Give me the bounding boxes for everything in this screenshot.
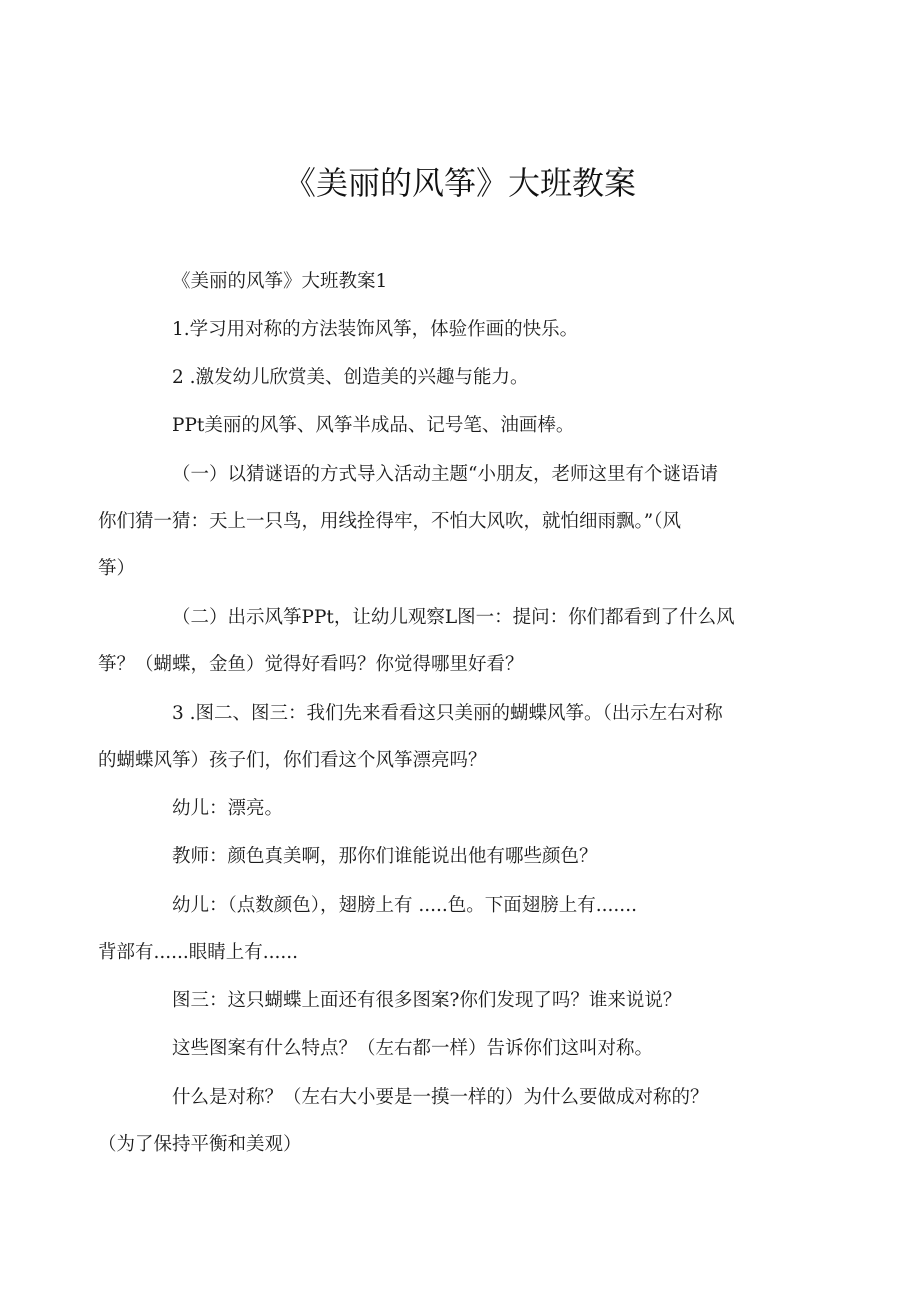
paragraph-line: 筝？（蝴蝶，金鱼）觉得好看吗？你觉得哪里好看？ [98, 654, 524, 675]
paragraph-line: 图三：这只蝴蝶上面还有很多图案?你们发现了吗？谁来说说？ [172, 990, 682, 1011]
paragraph-line: 1.学习用对称的方法装饰风筝，体验作画的快乐。 [172, 319, 579, 340]
paragraph-line: 背部有......眼睛上有...... [98, 942, 299, 963]
paragraph-heading [135, 265, 790, 299]
paragraph-line: 筝） [98, 558, 136, 579]
paragraph-figure-two-three [98, 690, 790, 784]
paragraph-riddle [98, 451, 790, 592]
paragraph-line: 教师：颜色真美啊，那你们谁能说出他有哪些颜色？ [172, 846, 598, 867]
paragraph-line: 你们猜一猜：天上一只鸟，用线拴得牢，不怕大风吹，就怕细雨飘。”（风 [98, 511, 681, 532]
paragraph-objective-1 [135, 313, 790, 347]
paragraph-line: 这些图案有什么特点？（左右都一样）告诉你们这叫对称。 [172, 1038, 654, 1059]
paragraph-line: （二）出示风筝PPt，让幼儿观察L图一：提问：你们都看到了什么风 [172, 607, 735, 628]
paragraph-child-answer [135, 792, 790, 826]
paragraph-objective-2 [135, 361, 790, 395]
paragraph-pattern-feature [135, 1032, 790, 1066]
paragraph-line: （为了保持平衡和美观） [98, 1134, 302, 1155]
paragraph-line: 幼儿：漂亮。 [172, 798, 284, 819]
paragraph-line: 幼儿：（点数颜色），翅膀上有 .....色。下面翅膀上有....... [172, 895, 637, 916]
paragraph-line: 2 .激发幼儿欣赏美、创造美的兴趣与能力。 [172, 367, 529, 388]
paragraph-child-colors [98, 882, 790, 976]
paragraph-materials [135, 409, 790, 443]
document-body [98, 265, 790, 1176]
document-title: 《美丽的风筝》大班教案 [283, 164, 636, 202]
paragraph-show-ppt [98, 594, 790, 688]
paragraph-symmetry [98, 1074, 790, 1168]
paragraph-line: （一）以猜谜语的方式导入活动主题“小朋友，老师这里有个谜语请 [172, 464, 718, 485]
paragraph-line: 的蝴蝶风筝）孩子们，你们看这个风筝漂亮吗？ [98, 750, 487, 771]
paragraph-line: 《美丽的风筝》大班教案1 [172, 271, 388, 292]
paragraph-figure-three [135, 984, 790, 1018]
paragraph-line: 什么是对称？（左右大小要是一摸一样的）为什么要做成对称的？ [172, 1087, 709, 1108]
paragraph-line: PPt美丽的风筝、风筝半成品、记号笔、油画棒。 [172, 415, 575, 436]
paragraph-line: 3 .图二、图三：我们先来看看这只美丽的蝴蝶风筝。（出示左右对称 [172, 703, 723, 724]
paragraph-teacher-question [135, 840, 790, 874]
